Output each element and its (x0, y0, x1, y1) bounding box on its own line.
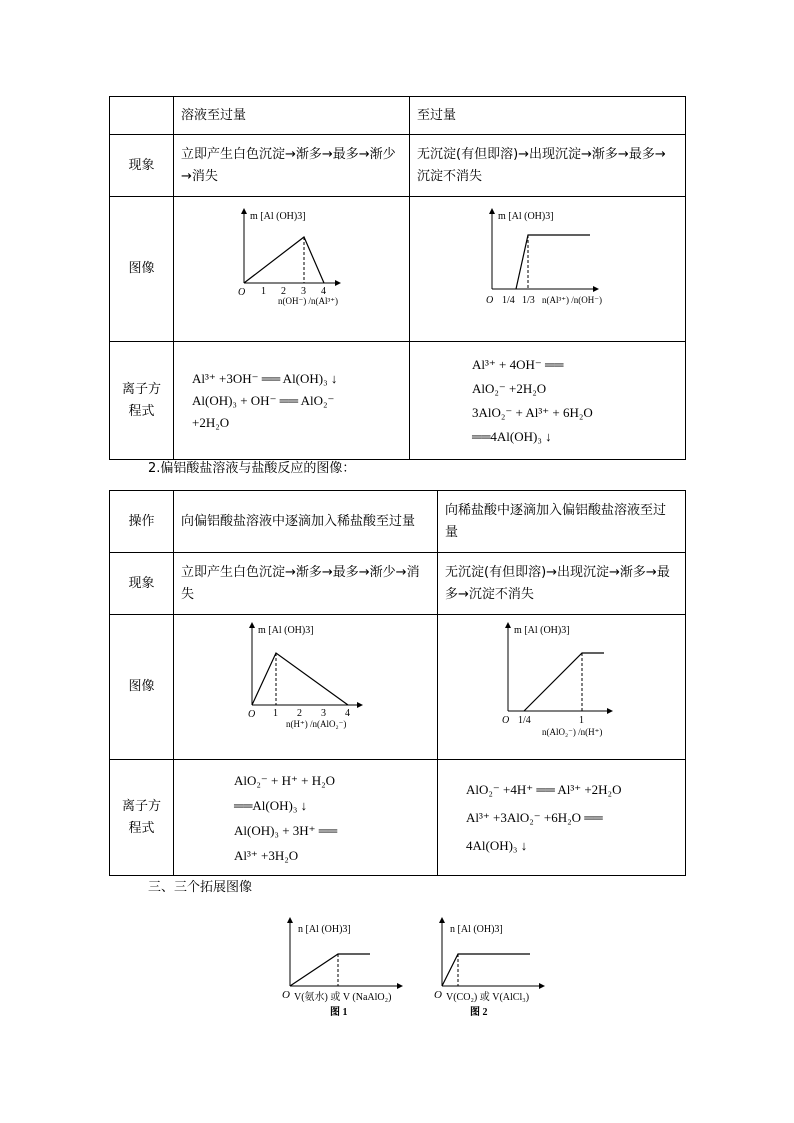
label-line: 程式 (128, 820, 155, 836)
table-row (110, 135, 686, 197)
graph-cell (410, 197, 686, 342)
tick-label: 1/4 (518, 715, 531, 726)
phenomenon-col1: 立即产生白色沉淀→渐多→最多→渐少→消失 (174, 553, 438, 615)
curve (244, 237, 324, 283)
origin-label: O (238, 287, 246, 298)
figure-caption: 图 2 (470, 1007, 488, 1018)
equation-col2 (438, 760, 686, 876)
table-row (110, 342, 686, 460)
equation-line: AlO₂⁻ +4H⁺ ══ Al³⁺ +2H₂O (466, 781, 622, 797)
equation-line: Al(OH)₃ + 3H⁺ ══ (234, 822, 338, 838)
y-label: m [Al (OH)3] (498, 211, 554, 222)
table-aluminum-salt (109, 96, 686, 460)
row-label-graph: 图像 (110, 197, 174, 342)
phenomenon-col2: 无沉淀(有但即溶)→出现沉淀→渐多→最多→沉淀不消失 (410, 135, 686, 197)
curve (442, 954, 530, 986)
table-row (110, 760, 686, 876)
equation-col1 (174, 342, 410, 460)
tick-label: 1 (261, 286, 266, 297)
x-label: n(OH⁻) /n(Al³⁺) (278, 296, 338, 306)
x-label: n(H⁺) /n(AlO₂⁻) (286, 719, 347, 729)
curve (524, 653, 604, 711)
table-row (110, 615, 686, 760)
table-row (110, 197, 686, 342)
header-col1: 溶液至过量 (174, 97, 410, 135)
y-label: n [Al (OH)3] (298, 924, 351, 935)
tick-label: 3 (301, 286, 306, 297)
tick-label: 1/4 (502, 295, 515, 306)
equation-col1 (174, 760, 438, 876)
header-empty (110, 97, 174, 135)
table-row (110, 553, 686, 615)
equation-line: Al³⁺ +3OH⁻ ══ Al(OH)₃ ↓ (192, 370, 338, 386)
y-label: m [Al (OH)3] (250, 211, 306, 222)
figure-caption: 图 1 (330, 1007, 348, 1018)
graph-2 (410, 197, 686, 333)
equation-line: 3AlO₂⁻ + Al³⁺ + 6H₂O (472, 404, 593, 420)
section3-title: 三、三个拓展图像 (148, 880, 253, 895)
curve (252, 653, 348, 705)
origin-label: O (282, 989, 290, 1001)
row-label-equation (110, 760, 174, 876)
equation-line: ══4Al(OH)₃ ↓ (472, 428, 552, 444)
tick-label: 2 (281, 286, 286, 297)
x-label: n(Al³⁺) /n(OH⁻) (542, 295, 602, 305)
tick-label: 1/3 (522, 295, 535, 306)
equation-line: AlO₂⁻ + H⁺ + H₂O (234, 772, 336, 788)
graph-cell (174, 615, 438, 760)
x-label: n(AlO₂⁻) /n(H⁺) (542, 727, 603, 737)
tick-label: 4 (345, 708, 350, 719)
origin-label: O (434, 989, 442, 1001)
tick-label: 3 (321, 708, 326, 719)
graph-cell (174, 197, 410, 342)
equation-line: Al(OH)₃ + OH⁻ ══ AlO₂⁻ (192, 392, 335, 408)
phenomenon-col2: 无沉淀(有但即溶)→出现沉淀→渐多→最多→沉淀不消失 (438, 553, 686, 615)
equation-line: AlO₂⁻ +2H₂O (472, 380, 547, 396)
origin-label: O (248, 709, 256, 720)
graph-cell (438, 615, 686, 760)
y-label: m [Al (OH)3] (258, 625, 314, 636)
section2-title: 2.偏铝酸盐溶液与盐酸反应的图像： (148, 461, 356, 476)
row-label-equation (110, 342, 174, 460)
operation-col2: 向稀盐酸中逐滴加入偏铝酸盐溶液至过量 (438, 491, 686, 553)
equation-line: +2H₂O (192, 414, 230, 430)
equation-line: Al³⁺ + 4OH⁻ ══ (472, 356, 564, 372)
graph-1 (174, 197, 410, 333)
equation-line: 4Al(OH)₃ ↓ (466, 837, 528, 853)
operation-col1: 向偏铝酸盐溶液中逐滴加入稀盐酸至过量 (174, 491, 438, 553)
row-label-operation: 操作 (110, 491, 174, 553)
label-line: 离子方 (121, 381, 161, 397)
table-row (110, 97, 686, 135)
equation-line: Al³⁺ +3H₂O (234, 847, 299, 863)
tick-label: 4 (321, 286, 326, 297)
curve (290, 954, 370, 986)
x-label: V(氨水) 或 V (NaAlO₂) (294, 992, 392, 1003)
table-row (110, 491, 686, 553)
graph-3 (174, 615, 438, 751)
header-col2: 至过量 (410, 97, 686, 135)
row-label-phenomenon: 现象 (110, 135, 174, 197)
tick-label: 1 (579, 715, 584, 726)
figure-2 (430, 914, 580, 1024)
row-label-graph: 图像 (110, 615, 174, 760)
phenomenon-col1: 立即产生白色沉淀→渐多→最多→渐少→消失 (174, 135, 410, 197)
y-label: n [Al (OH)3] (450, 924, 503, 935)
row-label-phenomenon: 现象 (110, 553, 174, 615)
x-label: V(CO₂) 或 V(AlCl₃) (446, 992, 530, 1003)
tick-label: 1 (273, 708, 278, 719)
origin-label: O (502, 715, 510, 726)
label-line: 程式 (128, 403, 155, 419)
equation-col2 (410, 342, 686, 460)
label-line: 离子方 (121, 798, 161, 814)
origin-label: O (486, 295, 494, 306)
y-label: m [Al (OH)3] (514, 625, 570, 636)
equation-line: Al³⁺ +3AlO₂⁻ +6H₂O ══ (466, 809, 603, 825)
table-aluminate (109, 490, 686, 876)
curve (516, 235, 590, 289)
figure-1 (276, 914, 436, 1024)
graph-4 (438, 615, 686, 751)
tick-label: 2 (297, 708, 302, 719)
equation-line: ══Al(OH)₃ ↓ (234, 797, 308, 813)
